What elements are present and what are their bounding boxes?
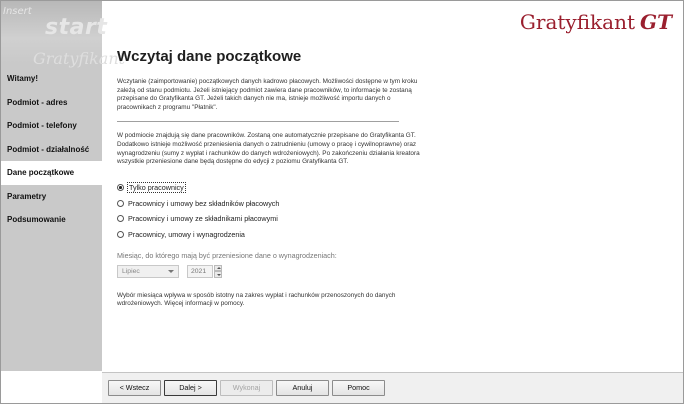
description-text: W podmiocie znajdują się dane pracowników. Zostaną one automatycznie przepisane do Gratyfikanta GT. Dodatkowo istnieje możliwość przeniesienia danych o zatrudnieniu (umowy o pracę i cywilnoprawne) oraz wynagrodzeniu (sumy z wypłat i rachunków do danych wdrożeniowych). Po zakończeniu działania kreatora wszystkie przeniesione dane będą dostępne do edycji z poziomu Gratyfikanta GT. bbox=[117, 132, 420, 166]
option-only-employees[interactable] bbox=[117, 180, 429, 196]
import-options bbox=[117, 180, 429, 242]
intro-text: Wczytanie (zaimportowanie) początkowych danych kadrowo płacowych. Możliwości dostępne w tym kroku zależą od stanu podmiotu. Jeżeli istniejący podmiot zawiera dane pracowników, to informacje te zostaną przepisane do Gratyfikanta GT. Jeżeli takich danych nie ma, istnieje możliwość importu danych o pracownikach z programu "Płatnik". bbox=[117, 78, 418, 111]
gratyfikant-logo bbox=[520, 10, 672, 34]
execute-button[interactable]: Wykonaj bbox=[220, 380, 273, 396]
sidebar-watermark-brand: Gratyfikant bbox=[33, 49, 126, 68]
sidebar-item-podsumowanie[interactable]: Podsumowanie bbox=[7, 215, 66, 224]
year-input[interactable]: 2021 bbox=[187, 265, 213, 278]
option-label: Pracownicy i umowy bez składników płacowych bbox=[128, 198, 280, 208]
radio-button[interactable] bbox=[117, 200, 124, 207]
sidebar-watermark-top: Insert bbox=[3, 6, 32, 17]
step-content bbox=[117, 48, 429, 309]
month-select-value: Lipiec bbox=[122, 267, 140, 275]
page-title: Wczytaj dane początkowe bbox=[117, 48, 302, 65]
help-button[interactable]: Pomoc bbox=[332, 380, 385, 396]
sidebar-item-dane-poczatkowe[interactable]: Dane początkowe bbox=[1, 161, 102, 185]
year-decrement-button[interactable] bbox=[214, 271, 222, 278]
cancel-button[interactable]: Anuluj bbox=[276, 380, 329, 396]
radio-button[interactable] bbox=[117, 215, 124, 222]
month-label: Miesiąc, do którego mają być przeniesione dane o wynagrodzeniach: bbox=[117, 250, 337, 260]
arrow-down-icon bbox=[217, 274, 221, 276]
wizard-sidebar bbox=[1, 1, 126, 371]
option-label: Tylko pracownicy bbox=[129, 183, 184, 192]
month-select[interactable] bbox=[117, 265, 179, 278]
wizard-button-bar bbox=[102, 372, 683, 403]
section-divider bbox=[117, 121, 399, 122]
option-label: Pracownicy i umowy ze składnikami płacowymi bbox=[128, 214, 278, 223]
sidebar-watermark-start: start bbox=[45, 15, 108, 40]
month-note-text: Wybór miesiąca wpływa w sposób istotny na zakres wypłat i rachunków przenoszonych do danych wdrożeniowych. Więcej informacji w pomocy. bbox=[117, 291, 396, 308]
option-employees-contracts-no-components[interactable] bbox=[117, 195, 429, 211]
logo-gt-mark: GT bbox=[640, 10, 672, 34]
next-button[interactable]: Dalej > bbox=[164, 380, 217, 396]
logo-text: Gratyfikant bbox=[519, 10, 636, 34]
year-stepper bbox=[214, 265, 222, 278]
option-employees-contracts-with-components[interactable] bbox=[117, 211, 429, 227]
radio-button[interactable] bbox=[117, 231, 124, 238]
sidebar-item-parametry[interactable]: Parametry bbox=[7, 191, 47, 201]
chevron-down-icon bbox=[168, 270, 174, 273]
sidebar-item-podmiot-telefony[interactable]: Podmiot - telefony bbox=[7, 121, 77, 130]
sidebar-steps bbox=[1, 67, 102, 232]
sidebar-item-podmiot-dzialalnosc[interactable]: Podmiot - działalność bbox=[7, 144, 90, 154]
sidebar-banner bbox=[1, 1, 126, 68]
arrow-up-icon bbox=[217, 267, 221, 269]
radio-button-checked[interactable] bbox=[117, 184, 124, 191]
option-label: Pracownicy, umowy i wynagrodzenia bbox=[128, 229, 245, 239]
back-button[interactable]: < Wstecz bbox=[108, 380, 161, 396]
sidebar-item-podmiot-adres[interactable]: Podmiot - adres bbox=[7, 97, 68, 107]
sidebar-item-witamy[interactable]: Witamy! bbox=[7, 74, 39, 83]
option-employees-contracts-salaries[interactable] bbox=[117, 226, 429, 242]
month-controls bbox=[117, 265, 429, 278]
